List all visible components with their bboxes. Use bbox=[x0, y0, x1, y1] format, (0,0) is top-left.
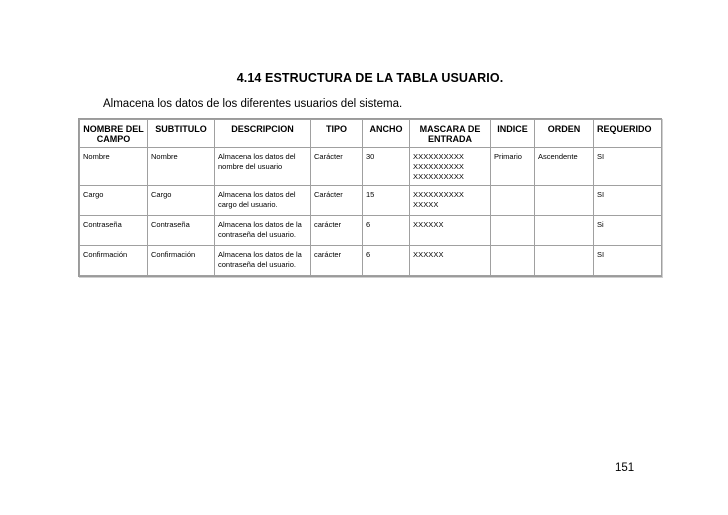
table-header-row bbox=[80, 120, 662, 148]
cell-mascara: XXXXXXXXXX XXXXX bbox=[410, 186, 491, 216]
cell-orden bbox=[535, 186, 594, 216]
cell-mascara: XXXXXX bbox=[410, 216, 491, 246]
cell-ancho: 6 bbox=[363, 246, 410, 276]
header-mascara: MASCARA DE ENTRADA bbox=[410, 120, 491, 148]
header-ancho: ANCHO bbox=[363, 120, 410, 148]
cell-tipo: Carácter bbox=[311, 148, 363, 186]
header-tipo: TIPO bbox=[311, 120, 363, 148]
cell-orden: Ascendente bbox=[535, 148, 594, 186]
usuario-table bbox=[79, 119, 662, 276]
cell-nombre-campo: Nombre bbox=[80, 148, 148, 186]
cell-subtitulo: Nombre bbox=[148, 148, 215, 186]
cell-subtitulo: Contraseña bbox=[148, 216, 215, 246]
cell-orden bbox=[535, 246, 594, 276]
cell-indice: Primario bbox=[491, 148, 535, 186]
cell-mascara: XXXXXX bbox=[410, 246, 491, 276]
cell-subtitulo: Cargo bbox=[148, 186, 215, 216]
cell-subtitulo: Confirmación bbox=[148, 246, 215, 276]
cell-descripcion: Almacena los datos del cargo del usuario. bbox=[215, 186, 311, 216]
cell-tipo: carácter bbox=[311, 216, 363, 246]
header-indice: INDICE bbox=[491, 120, 535, 148]
cell-nombre-campo: Confirmación bbox=[80, 246, 148, 276]
table-row bbox=[80, 216, 662, 246]
cell-mascara: XXXXXXXXXX XXXXXXXXXX XXXXXXXXXX bbox=[410, 148, 491, 186]
header-subtitulo: SUBTITULO bbox=[148, 120, 215, 148]
cell-tipo: Carácter bbox=[311, 186, 363, 216]
cell-descripcion: Almacena los datos del nombre del usuario bbox=[215, 148, 311, 186]
cell-descripcion: Almacena los datos de la contraseña del usuario. bbox=[215, 216, 311, 246]
header-nombre-campo: NOMBRE DEL CAMPO bbox=[80, 120, 148, 148]
page-title: 4.14 ESTRUCTURA DE LA TABLA USUARIO. bbox=[236, 71, 504, 85]
cell-ancho: 15 bbox=[363, 186, 410, 216]
usuario-table-container bbox=[78, 118, 662, 277]
cell-indice bbox=[491, 186, 535, 216]
cell-nombre-campo: Contraseña bbox=[80, 216, 148, 246]
cell-orden bbox=[535, 216, 594, 246]
cell-nombre-campo: Cargo bbox=[80, 186, 148, 216]
header-orden: ORDEN bbox=[535, 120, 594, 148]
cell-ancho: 6 bbox=[363, 216, 410, 246]
intro-text: Almacena los datos de los diferentes usuarios del sistema. bbox=[103, 98, 403, 110]
header-requerido: REQUERIDO bbox=[594, 120, 662, 148]
cell-indice bbox=[491, 216, 535, 246]
cell-requerido: SI bbox=[594, 186, 662, 216]
cell-descripcion: Almacena los datos de la contraseña del usuario. bbox=[215, 246, 311, 276]
table-row bbox=[80, 148, 662, 186]
cell-indice bbox=[491, 246, 535, 276]
cell-ancho: 30 bbox=[363, 148, 410, 186]
cell-tipo: carácter bbox=[311, 246, 363, 276]
cell-requerido: SI bbox=[594, 246, 662, 276]
table-row bbox=[80, 186, 662, 216]
page-number: 151 bbox=[615, 462, 635, 474]
header-descripcion: DESCRIPCION bbox=[215, 120, 311, 148]
cell-requerido: Si bbox=[594, 216, 662, 246]
table-row bbox=[80, 246, 662, 276]
cell-requerido: SI bbox=[594, 148, 662, 186]
